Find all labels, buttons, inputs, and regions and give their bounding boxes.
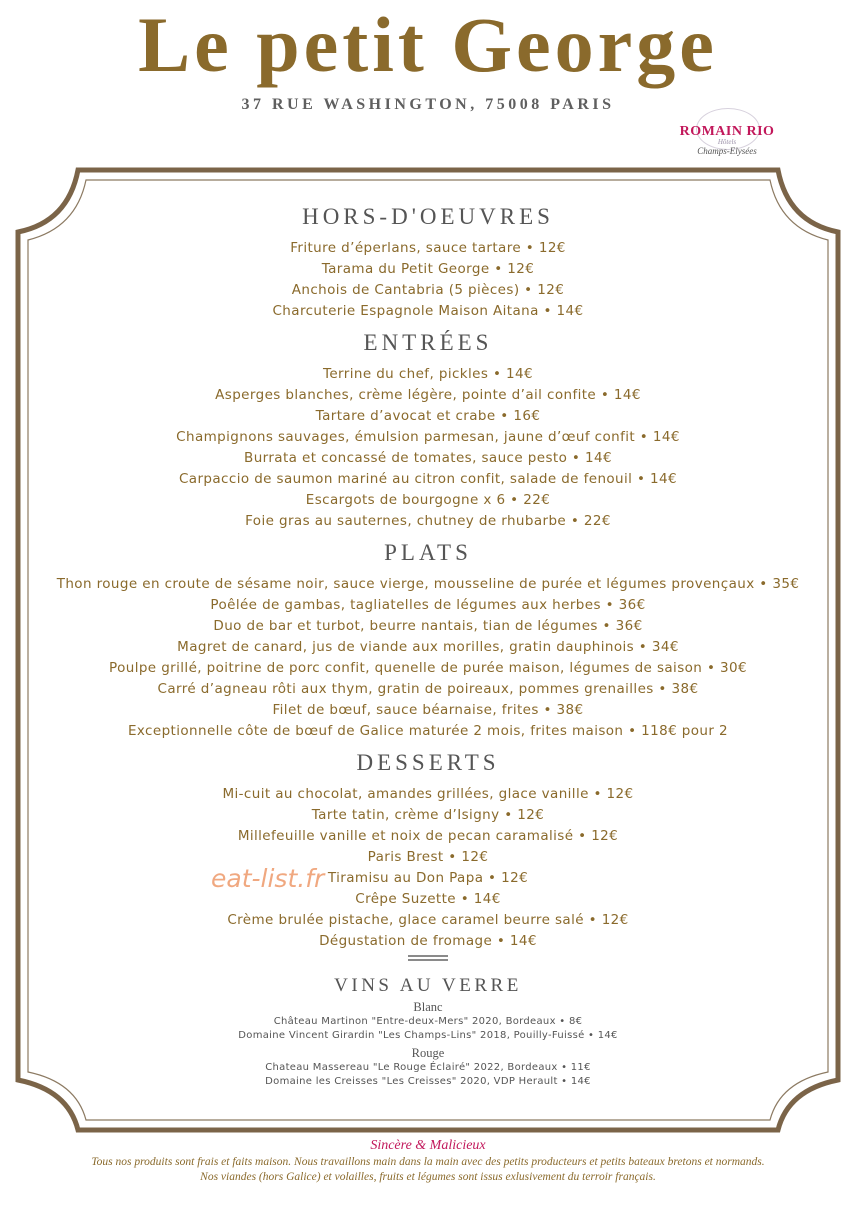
menu-item: Tarte tatin, crème d’Isigny • 12€ [311,807,545,823]
menu-item: Tartare d’avocat et crabe • 16€ [315,408,541,424]
section-title: DESSERTS [356,750,500,775]
restaurant-address: 37 RUE WASHINGTON, 75008 PARIS [241,96,615,113]
menu-item: Duo de bar et turbot, beurre nantais, tian de légumes • 36€ [213,618,643,634]
menu-item: Carpaccio de saumon mariné au citron confit, salade de fenouil • 14€ [178,471,678,487]
menu-item: Thon rouge en croute de sésame noir, sauce vierge, mousseline de purée et légumes provençaux • 35€ [56,576,800,592]
menu-item: Paris Brest • 12€ [367,849,489,865]
wine-item: Château Martinon "Entre-deux-Mers" 2020, Bordeaux • 8€ [273,1016,583,1027]
wine-item: Domaine Vincent Girardin "Les Champs-Lins" 2018, Pouilly-Fuissé • 14€ [238,1030,618,1041]
menu-item: Poêlée de gambas, tagliatelles de légumes aux herbes • 36€ [210,597,646,613]
section-hors-doeuvres [0,202,856,322]
menu-item: Crêpe Suzette • 14€ [355,891,501,907]
menu-item: Millefeuille vanille et noix de pecan caramalisé • 12€ [237,828,619,844]
section-title: PLATS [384,540,472,565]
double-rule-divider [408,955,448,961]
section-wines [0,955,856,1089]
wine-item: Chateau Massereau "Le Rouge Éclairé" 2022, Bordeaux • 11€ [265,1062,591,1073]
wine-item: Domaine les Creisses "Les Creisses" 2020, VDP Herault • 14€ [265,1076,591,1087]
menu-item: Charcuterie Espagnole Maison Aitana • 14€ [272,303,584,319]
menu-item: Asperges blanches, crème légère, pointe d’ail confite • 14€ [215,387,641,403]
section-title: HORS-D'OEUVRES [302,204,554,229]
logo-subtitle: Hôtels [717,138,737,146]
section-desserts [0,748,856,952]
watermark: eat-list.fr [211,864,325,893]
menu-item: Champignons sauvages, émulsion parmesan, jaune d’œuf confit • 14€ [176,429,680,445]
menu-item: Anchois de Cantabria (5 pièces) • 12€ [291,282,565,298]
logo-location: Champs-Elysées [697,146,757,156]
menu-item: Foie gras au sauternes, chutney de rhubarbe • 22€ [245,513,611,529]
menu-item: Crème brulée pistache, glace caramel beurre salé • 12€ [227,912,629,928]
section-plats [0,538,856,742]
section-title: VINS AU VERRE [334,975,522,996]
wine-group-title: Blanc [413,1000,443,1014]
menu-item: Burrata et concassé de tomates, sauce pesto • 14€ [244,450,612,466]
section-entrees [0,328,856,532]
footer [0,1137,856,1185]
restaurant-name: Le petit George [138,1,718,88]
footer-note-line: Tous nos produits sont frais et faits maison. Nous travaillons main dans la main avec des petits producteurs et petits bateaux bretons et normands. [91,1156,765,1168]
logo-name: ROMAIN RIO [679,124,775,139]
section-title: ENTRÉES [363,330,493,355]
menu-content [0,196,856,952]
menu-item: Escargots de bourgogne x 6 • 22€ [305,492,551,508]
footer-tagline: Sincère & Malicieux [370,1138,486,1153]
menu-item: Magret de canard, jus de viande aux morilles, gratin dauphinois • 34€ [177,639,679,655]
menu-item: Tiramisu au Don Papa • 12€ [327,870,529,886]
menu-item: Terrine du chef, pickles • 14€ [322,366,534,382]
menu-item: Exceptionnelle côte de bœuf de Galice maturée 2 mois, frites maison • 118€ pour 2 [127,723,729,739]
menu-item: Dégustation de fromage • 14€ [319,933,537,949]
wine-group-title: Rouge [411,1046,445,1060]
menu-item: Filet de bœuf, sauce béarnaise, frites • 38€ [272,702,584,718]
menu-item: Tarama du Petit George • 12€ [321,261,535,277]
footer-note-line: Nos viandes (hors Galice) et volailles, fruits et légumes sont issus exlusivement du terroir français. [200,1171,656,1183]
menu-item: Mi-cuit au chocolat, amandes grillées, glace vanille • 12€ [222,786,634,802]
menu-item: Friture d’éperlans, sauce tartare • 12€ [290,240,566,256]
menu-item: Carré d’agneau rôti aux thym, gratin de poireaux, pommes grenailles • 38€ [157,681,699,697]
menu-item: Poulpe grillé, poitrine de porc confit, quenelle de purée maison, légumes de saison • 30€ [109,660,747,676]
